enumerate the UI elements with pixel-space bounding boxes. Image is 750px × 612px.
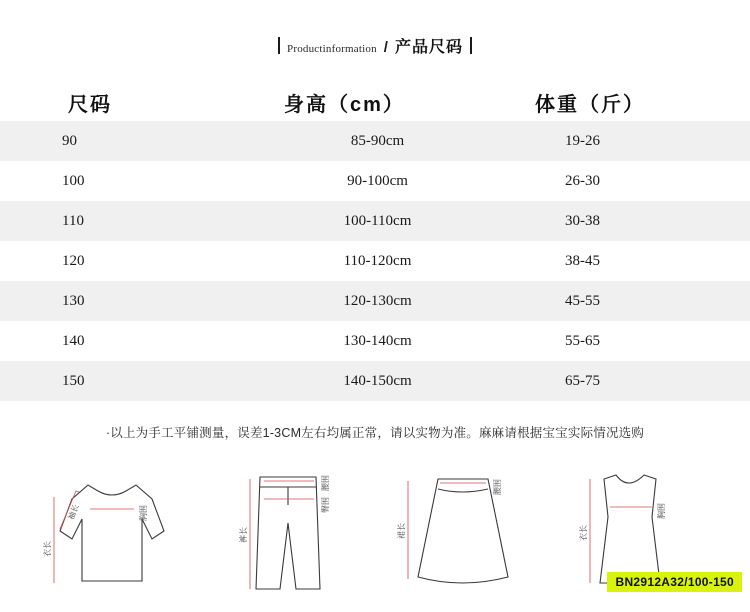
- table-row: [0, 321, 750, 361]
- column-header-size: 尺码: [68, 94, 112, 116]
- header-right-bar: [470, 37, 472, 54]
- column-header-weight: 体重（斤）: [535, 94, 645, 116]
- header-slash: /: [383, 39, 388, 56]
- cell-size: 120: [62, 252, 85, 269]
- measurement-note: ·以上为手工平铺测量，误差1-3CM左右均属正常，请以实物为准。麻麻请根据宝宝实际情况选购: [105, 426, 645, 440]
- cell-height: 100-110cm: [343, 212, 412, 229]
- label-skirt-length: 裙长: [397, 523, 406, 539]
- diagram-pants: [204, 457, 372, 607]
- cell-size: 140: [62, 332, 85, 349]
- cell-weight: 45-55: [565, 292, 600, 309]
- column-header-height: 身高（cm）: [284, 94, 405, 116]
- label-waist: 腰围: [321, 475, 330, 491]
- cell-size: 110: [62, 212, 84, 229]
- label-waist: 腰围: [493, 479, 502, 495]
- skirt-illustration: [378, 457, 546, 607]
- page-title: 产品尺码: [394, 39, 463, 56]
- cell-weight: 30-38: [565, 212, 600, 229]
- cell-height: 140-150cm: [343, 372, 412, 389]
- size-table: [0, 75, 750, 401]
- label-top-length: 衣长: [43, 541, 52, 557]
- cell-weight: 65-75: [565, 372, 600, 389]
- table-row: [0, 201, 750, 241]
- cell-size: 90: [62, 132, 77, 149]
- cell-height: 85-90cm: [350, 132, 405, 149]
- cell-size: 130: [62, 292, 85, 309]
- cell-weight: 38-45: [565, 252, 600, 269]
- label-bust: 胸围: [139, 505, 148, 521]
- table-row: [0, 281, 750, 321]
- cell-weight: 26-30: [565, 172, 600, 189]
- label-bust: 胸围: [657, 503, 666, 519]
- cell-height: 120-130cm: [343, 292, 412, 309]
- table-row: [0, 361, 750, 401]
- cell-size: 100: [62, 172, 85, 189]
- table-header-row: [0, 75, 750, 121]
- header-en-title: Productinformation: [287, 43, 377, 55]
- label-pants-length: 裤长: [239, 527, 248, 543]
- pants-illustration: [204, 457, 372, 607]
- cell-height: 110-120cm: [343, 252, 412, 269]
- cell-weight: 19-26: [565, 132, 600, 149]
- cell-weight: 55-65: [565, 332, 600, 349]
- top-illustration: [30, 457, 198, 607]
- diagram-top: [30, 457, 198, 607]
- cell-height: 90-100cm: [347, 172, 408, 189]
- page-header: [0, 0, 750, 57]
- table-row: [0, 121, 750, 161]
- table-row: [0, 161, 750, 201]
- product-code-badge: BN2912A32/100-150: [607, 572, 742, 592]
- header-left-bar: [278, 37, 280, 54]
- cell-height: 130-140cm: [343, 332, 412, 349]
- label-hip: 臀围: [321, 497, 330, 513]
- label-sleeve-length: 袖长: [66, 502, 81, 522]
- cell-size: 150: [62, 372, 85, 389]
- table-row: [0, 241, 750, 281]
- diagram-skirt: [378, 457, 546, 607]
- label-dress-length: 衣长: [579, 525, 588, 541]
